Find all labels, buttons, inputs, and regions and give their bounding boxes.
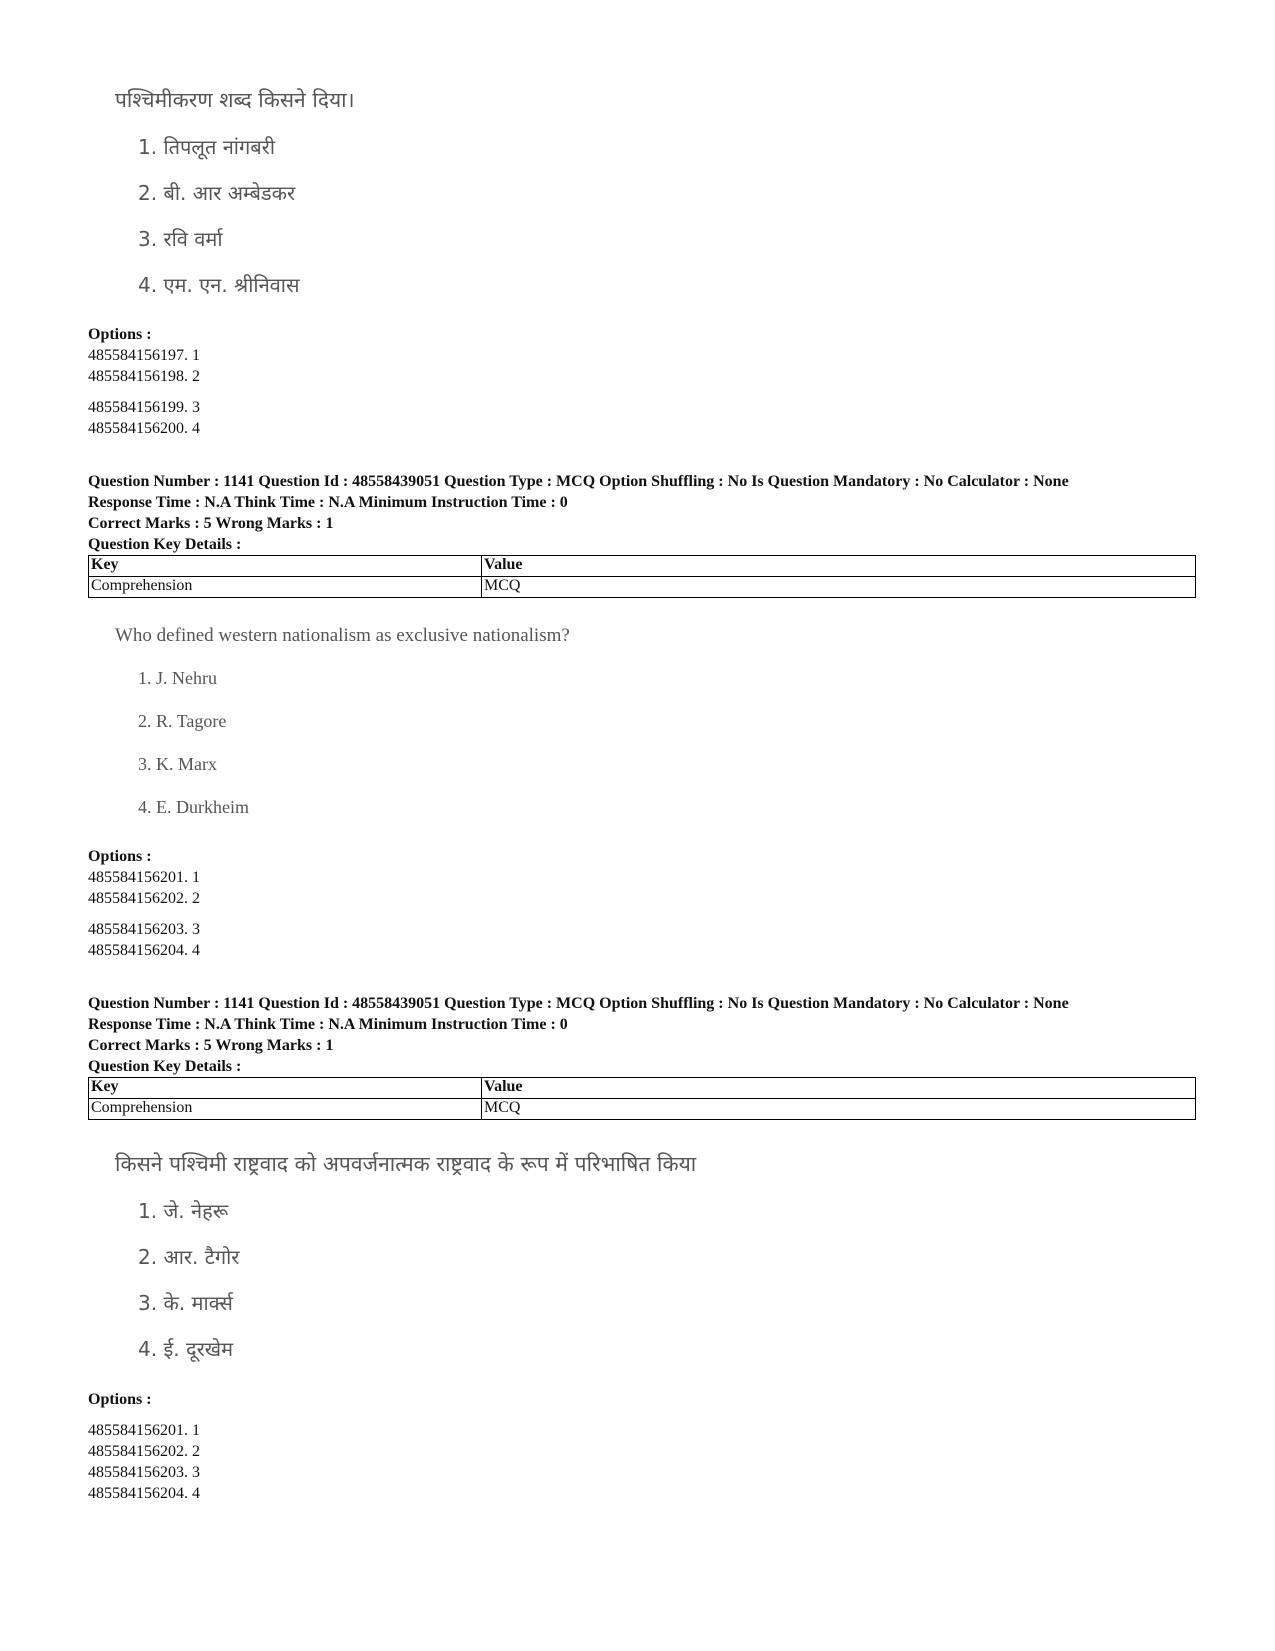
question-title: किसने पश्चिमी राष्ट्रवाद को अपवर्जनात्मक राष्ट्रवाद के रूप में परिभाषित किया [115,1152,697,1176]
option-id: 485584156198. 2 [88,368,200,385]
table-header-row [89,556,1196,577]
question-meta-line: Response Time : N.A Think Time : N.A Minimum Instruction Time : 0 [88,494,568,511]
question-option: 1. तिपलूत नांगबरी [138,135,276,159]
question-option: 1. J. Nehru [138,668,217,688]
question-marks: Correct Marks : 5 Wrong Marks : 1 [88,1037,334,1054]
question-option: 3. रवि वर्मा [138,227,223,251]
question-key-table [88,1077,1196,1120]
key-details-label: Question Key Details : [88,536,242,553]
option-id: 485584156202. 2 [88,890,200,907]
option-id: 485584156201. 1 [88,869,200,886]
table-header-row [89,1078,1196,1099]
options-label: Options : [88,848,152,865]
question-title: पश्चिमीकरण शब्द किसने दिया। [115,88,355,112]
option-id: 485584156203. 3 [88,921,200,938]
question-meta-line: Question Number : 1141 Question Id : 48558439051 Question Type : MCQ Option Shuffling : No Is Question Mandatory : No Calculator : None [88,995,1069,1012]
question-option: 3. K. Marx [138,754,217,774]
question-option: 4. E. Durkheim [138,797,249,817]
table-cell-value: MCQ [482,577,1196,598]
options-label: Options : [88,326,152,343]
question-option: 3. के. मार्क्स [138,1291,233,1315]
table-row [89,1099,1196,1120]
question-option: 2. बी. आर अम्बेडकर [138,181,296,205]
option-id: 485584156204. 4 [88,1485,200,1502]
table-header-value: Value [482,556,1196,577]
option-id: 485584156203. 3 [88,1464,200,1481]
question-marks: Correct Marks : 5 Wrong Marks : 1 [88,515,334,532]
key-details-label: Question Key Details : [88,1058,242,1075]
table-header-value: Value [482,1078,1196,1099]
table-cell-value: MCQ [482,1099,1196,1120]
question-option: 4. ई. दूरखेम [138,1337,234,1361]
option-id: 485584156197. 1 [88,347,200,364]
option-id: 485584156204. 4 [88,942,200,959]
table-cell-key: Comprehension [89,1099,482,1120]
option-id: 485584156202. 2 [88,1443,200,1460]
question-option: 4. एम. एन. श्रीनिवास [138,273,300,297]
question-option: 2. आर. टैगोर [138,1245,240,1269]
question-meta-line: Response Time : N.A Think Time : N.A Minimum Instruction Time : 0 [88,1016,568,1033]
options-label: Options : [88,1391,152,1408]
option-id: 485584156199. 3 [88,399,200,416]
table-row [89,577,1196,598]
question-meta-line: Question Number : 1141 Question Id : 48558439051 Question Type : MCQ Option Shuffling : No Is Question Mandatory : No Calculator : None [88,473,1069,490]
table-header-key: Key [89,1078,482,1099]
table-header-key: Key [89,556,482,577]
question-key-table [88,555,1196,598]
question-option: 1. जे. नेहरू [138,1199,229,1223]
option-id: 485584156201. 1 [88,1422,200,1439]
question-title: Who defined western nationalism as exclusive nationalism? [115,625,570,646]
table-cell-key: Comprehension [89,577,482,598]
option-id: 485584156200. 4 [88,420,200,437]
question-option: 2. R. Tagore [138,711,227,731]
